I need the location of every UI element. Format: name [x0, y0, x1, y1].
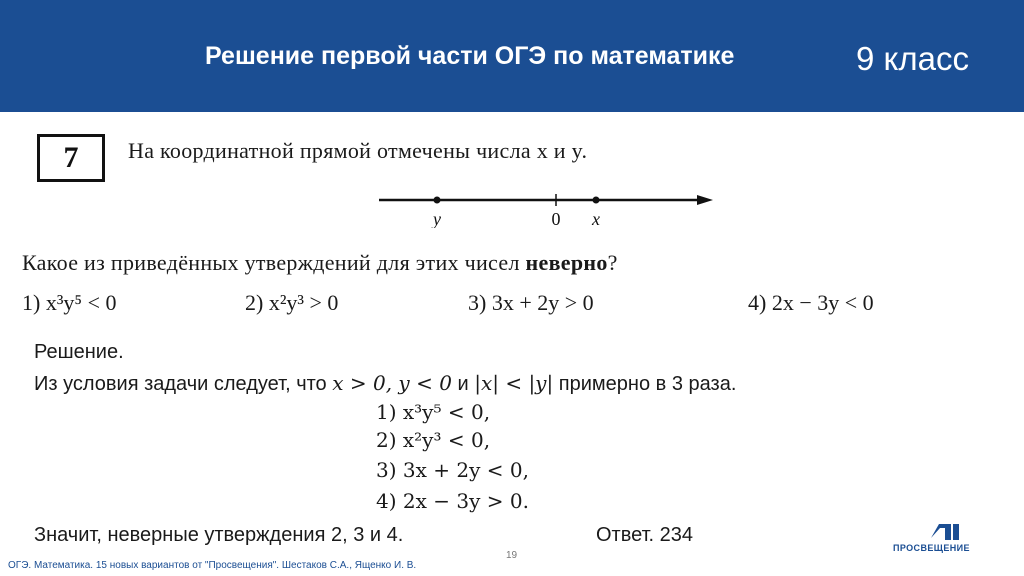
solution-step-3: 3) 3x + 2y < 0, [376, 458, 529, 482]
label-zero: 0 [551, 209, 561, 228]
option-3: 3) 3x + 2y > 0 [468, 290, 594, 315]
task-number-box [37, 134, 105, 182]
question-bold: неверно [525, 250, 608, 275]
condition-math: x > 0, y < 0 [332, 371, 452, 395]
condition-prefix: Из условия задачи следует, что [34, 373, 333, 395]
logo-text: ПРОСВЕЩЕНИЕ [893, 543, 970, 553]
slide-title: Решение первой части ОГЭ по математике [205, 42, 735, 70]
solution-step-1: 1) x³y⁵ < 0, [376, 400, 491, 424]
answer: Ответ. 234 [596, 524, 694, 546]
condition-abs: |x| < |y| [474, 371, 554, 395]
question-prefix: Какое из приведённых утверждений для этих чисел [22, 250, 526, 275]
point-y [434, 197, 441, 204]
solution-condition [34, 371, 736, 396]
point-x [593, 197, 600, 204]
option-4: 4) 2x − 3y < 0 [748, 290, 874, 315]
page-number: 19 [506, 550, 518, 561]
label-x: x [592, 209, 600, 228]
label-y: y [433, 209, 441, 228]
solution-heading: Решение. [34, 341, 124, 363]
number-line [375, 188, 715, 228]
task-number: 7 [63, 141, 79, 174]
condition-and: и [451, 373, 475, 395]
task-text: На координатной прямой отмечены числа x и y. [128, 138, 588, 163]
solution-conclusion: Значит, неверные утверждения 2, 3 и 4. [34, 524, 404, 546]
grade-label: 9 класс [856, 40, 969, 77]
option-2: 2) x²y³ > 0 [245, 290, 339, 315]
arrow-head-icon [697, 195, 713, 205]
question [22, 250, 618, 276]
header-bar [0, 0, 1024, 112]
option-1: 1) x³y⁵ < 0 [22, 290, 117, 315]
condition-suffix: примерно в 3 раза. [553, 373, 737, 395]
solution-step-2: 2) x²y³ < 0, [376, 428, 491, 452]
solution-step-4: 4) 2x − 3y > 0. [376, 489, 529, 513]
question-suffix: ? [607, 250, 618, 275]
footer-source: ОГЭ. Математика. 15 новых вариантов от "Просвещения". Шестаков С.А., Ященко И. В. [8, 560, 417, 571]
